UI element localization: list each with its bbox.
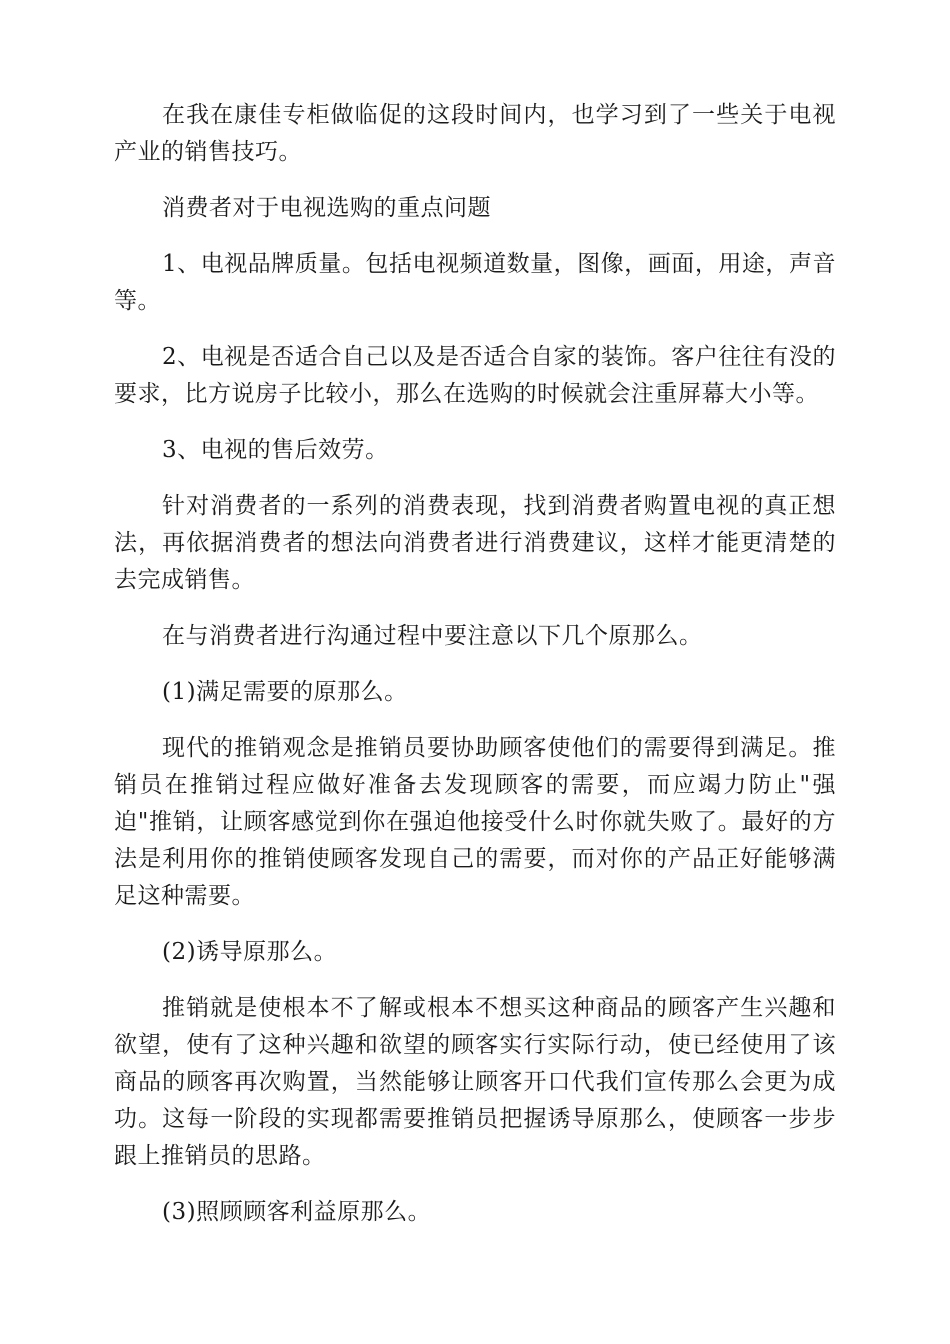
paragraph-principle-1-body: 现代的推销观念是推销员要协助顾客使他们的需要得到满足。推销员在推销过程应做好准备去发现顾客的需要，而应竭力防止"强迫"推销，让顾客感觉到你在强迫他接受什么时你就失败了。最好的方法是利用你的推销使顾客发现自己的需要，而对你的产品正好能够满足这种需要。 (114, 735, 836, 909)
paragraph-item-1: 1、电视品牌质量。包括电视频道数量，图像，画面，用途，声音等。 (114, 251, 836, 314)
paragraph-principle-1-title: (1)满足需要的原那么。 (162, 679, 408, 705)
paragraph-principle-2-body: 推销就是使根本不了解或根本不想买这种商品的顾客产生兴趣和欲望，使有了这种兴趣和欲望的顾客实行实际行动，使已经使用了该商品的顾客再次购置，当然能够让顾客开口代我们宣传那么会更为成功。这每一阶段的实现都需要推销员把握诱导原那么，使顾客一步步跟上推销员的思路。 (114, 995, 836, 1169)
paragraph-item-3: 3、电视的售后效劳。 (162, 437, 389, 463)
paragraph-item-2: 2、电视是否适合自己以及是否适合自家的装饰。客户往往有没的要求，比方说房子比较小，那么在选购的时候就会注重屏幕大小等。 (114, 344, 836, 407)
paragraph-principles-intro: 在与消费者进行沟通过程中要注意以下几个原那么。 (162, 623, 703, 649)
document-body (114, 97, 836, 1250)
paragraph-principle-3-title: (3)照顾顾客利益原那么。 (162, 1199, 432, 1225)
paragraph-intro: 在我在康佳专柜做临促的这段时间内，也学习到了一些关于电视产业的销售技巧。 (114, 102, 836, 165)
paragraph-heading-key-issues: 消费者对于电视选购的重点问题 (162, 195, 491, 221)
paragraph-principle-2-title: (2)诱导原那么。 (162, 939, 338, 965)
paragraph-approach: 针对消费者的一系列的消费表现，找到消费者购置电视的真正想法，再依据消费者的想法向消费者进行消费建议，这样才能更清楚的去完成销售。 (114, 493, 836, 593)
